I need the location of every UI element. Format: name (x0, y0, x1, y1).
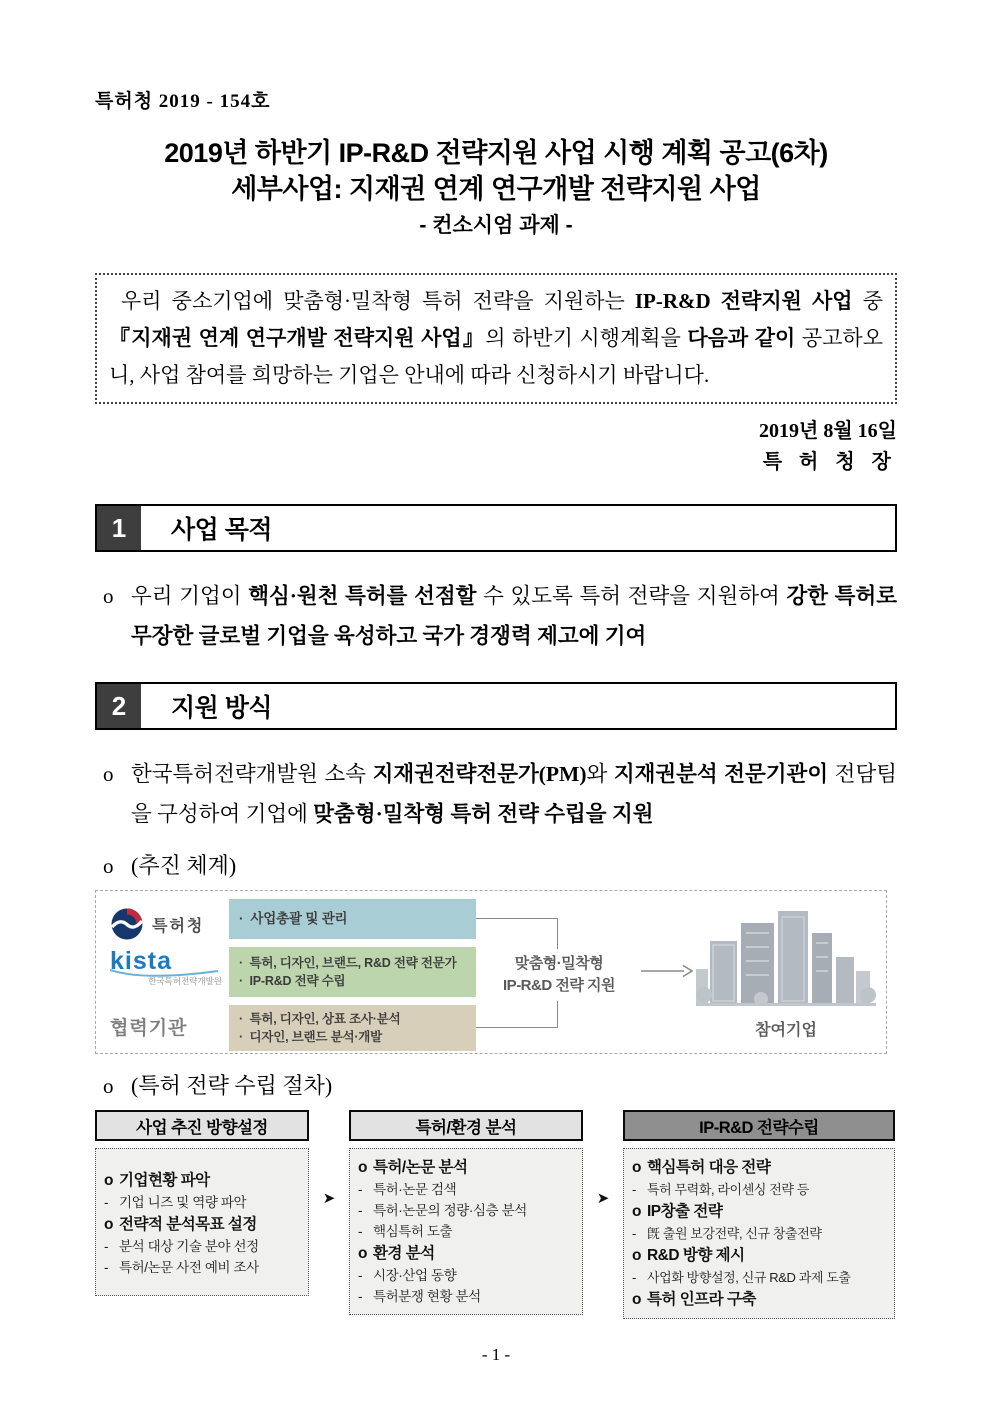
support-text (484, 949, 634, 1001)
section-1-header (95, 504, 897, 552)
bullet-marker: o (103, 762, 114, 786)
document-title-line2: 세부사업: 지재권 연계 연구개발 전략지원 사업 (231, 174, 761, 204)
method-text: 한국특허전략개발원 소속 지재권전략전문가(PM)와 지재권분석 전문기관이 전담팀을 구성하여 기업에 맞춤형·밀착형 특허 전략 수립을 지원 (131, 762, 897, 826)
kipo-org (110, 907, 204, 941)
procedure-label (95, 1070, 897, 1102)
kipo-org-name: 특허청 (152, 917, 205, 935)
procedure-item: - 특허 무력화, 라이센싱 전략 등 (631, 1182, 809, 1197)
section-2-header (95, 682, 897, 730)
support-text-line1: 맞춤형·밀착형 (514, 955, 604, 972)
procedure-item: o 기업현황 파악 (104, 1172, 210, 1189)
procedure-item: o 전략적 분석목표 설정 (104, 1216, 257, 1233)
bullet-marker: o (103, 584, 114, 608)
procedure-label-text: (특허 전략 수립 절차) (131, 1073, 333, 1098)
procedure-step-2-body (349, 1148, 583, 1315)
procedure-item: - 기업 니즈 및 역량 파악 (104, 1195, 247, 1210)
section-1-number: 1 (97, 506, 141, 550)
procedure-item: o IP창출 전략 (631, 1203, 723, 1220)
procedure-item: - 특허분쟁 현황 분석 (357, 1289, 481, 1304)
role-item: · IP-R&D 전략 수립 (239, 972, 466, 990)
kista-logo-text: kista (110, 947, 172, 975)
framework-label (95, 850, 897, 882)
announce-date: 2019년 8월 16일 (759, 420, 897, 442)
procedure-step-2 (349, 1110, 583, 1315)
right-arrow-icon (641, 963, 693, 979)
connector-line (476, 1027, 558, 1028)
procedure-item: - 旣 출원 보강전략, 신규 창출전략 (631, 1226, 822, 1241)
framework-diagram (95, 890, 887, 1054)
role-item: · 특허, 디자인, 상표 조사·분석 (239, 1010, 466, 1028)
procedure-item: o 특허/논문 분석 (357, 1159, 468, 1176)
doc-number: 특허청 2019 - 154호 (95, 91, 271, 112)
partner-role-box (229, 1005, 476, 1051)
procedure-step-3-body (623, 1148, 895, 1319)
purpose-paragraph (95, 576, 897, 656)
partner-org-name: 협력기관 (110, 1018, 188, 1039)
procedure-item: - 특허/논문 사전 예비 조사 (104, 1260, 259, 1275)
support-text-line2: IP-R&D 전략 지원 (503, 977, 615, 994)
kista-role-box (229, 947, 476, 997)
kipo-logo-icon (110, 907, 144, 941)
procedure-step-1-body (95, 1148, 309, 1296)
procedure-item: - 시장·산업 동향 (357, 1268, 457, 1283)
role-item: · 특허, 디자인, 브랜드, R&D 전략 전문가 (239, 954, 466, 972)
bullet-marker: o (103, 854, 114, 878)
city-buildings-illustration (696, 907, 876, 1011)
procedure-item: - 핵심특허 도출 (357, 1224, 453, 1239)
section-2-title: 지원 방식 (171, 694, 273, 722)
procedure-item: o 핵심특허 대응 전략 (631, 1159, 771, 1176)
procedure-diagram (95, 1110, 895, 1319)
procedure-item: o R&D 방향 제시 (631, 1247, 745, 1264)
kista-org (110, 949, 222, 987)
section-1-title: 사업 목적 (171, 516, 273, 544)
role-item: · 디자인, 브랜드 분석·개발 (239, 1028, 466, 1046)
title-block (95, 135, 897, 241)
kipo-role-box (229, 899, 476, 939)
document-title-line3: - 컨소시엄 과제 - (419, 214, 573, 237)
procedure-item: - 특허·논문의 정량·심층 분석 (357, 1203, 527, 1218)
procedure-item: - 사업화 방향설정, 신규 R&D 과제 도출 (631, 1270, 851, 1285)
kista-org-subname: 한국특허전략개발원 (148, 976, 222, 986)
date-block (95, 416, 897, 478)
procedure-item: - 특허·논문 검색 (357, 1182, 457, 1197)
purpose-text: 우리 기업이 핵심·원천 특허를 선점할 수 있도록 특허 전략을 지원하여 강한 특허로 무장한 글로벌 기업을 육성하고 국가 경쟁력 제고에 기여 (131, 584, 897, 648)
method-paragraph (95, 754, 897, 834)
target-company-label: 참여기업 (755, 1022, 817, 1039)
signer-title: 특 허 청 장 (762, 451, 897, 473)
connector-line (476, 918, 558, 919)
framework-label-text: (추진 체계) (131, 853, 237, 878)
procedure-step-3 (623, 1110, 895, 1319)
procedure-step-3-header: IP-R&D 전략수립 (623, 1110, 895, 1141)
document-title-line1: 2019년 하반기 IP-R&D 전략지원 사업 시행 계획 공고(6차) (164, 138, 828, 168)
procedure-step-2-header: 특허/환경 분석 (349, 1110, 583, 1141)
page-number: - 1 - (481, 1345, 511, 1364)
procedure-step-1 (95, 1110, 309, 1296)
notice-box (95, 273, 897, 404)
procedure-item: o 특허 인프라 구축 (631, 1291, 756, 1308)
notice-text: 우리 중소기업에 맞춤형·밀착형 특허 전략을 지원하는 IP-R&D 전략지원 사업 중 『지재권 연계 연구개발 전략지원 사업』의 하반기 시행계획을 다음과 같이 공고하오니, 사업 참여를 희망하는 기업은 안내에 따라 신청하시기 바랍니다. (109, 289, 883, 387)
section-2-number: 2 (97, 684, 141, 728)
procedure-step-1-header: 사업 추진 방향설정 (95, 1110, 309, 1141)
step-arrow-icon: ➤ (322, 1191, 336, 1207)
step-arrow-icon: ➤ (596, 1191, 610, 1207)
bullet-marker: o (103, 1074, 114, 1098)
procedure-item: o 환경 분석 (357, 1245, 435, 1262)
procedure-item: - 분석 대상 기술 분야 선정 (104, 1239, 259, 1254)
role-item: · 사업총괄 및 관리 (239, 910, 466, 928)
